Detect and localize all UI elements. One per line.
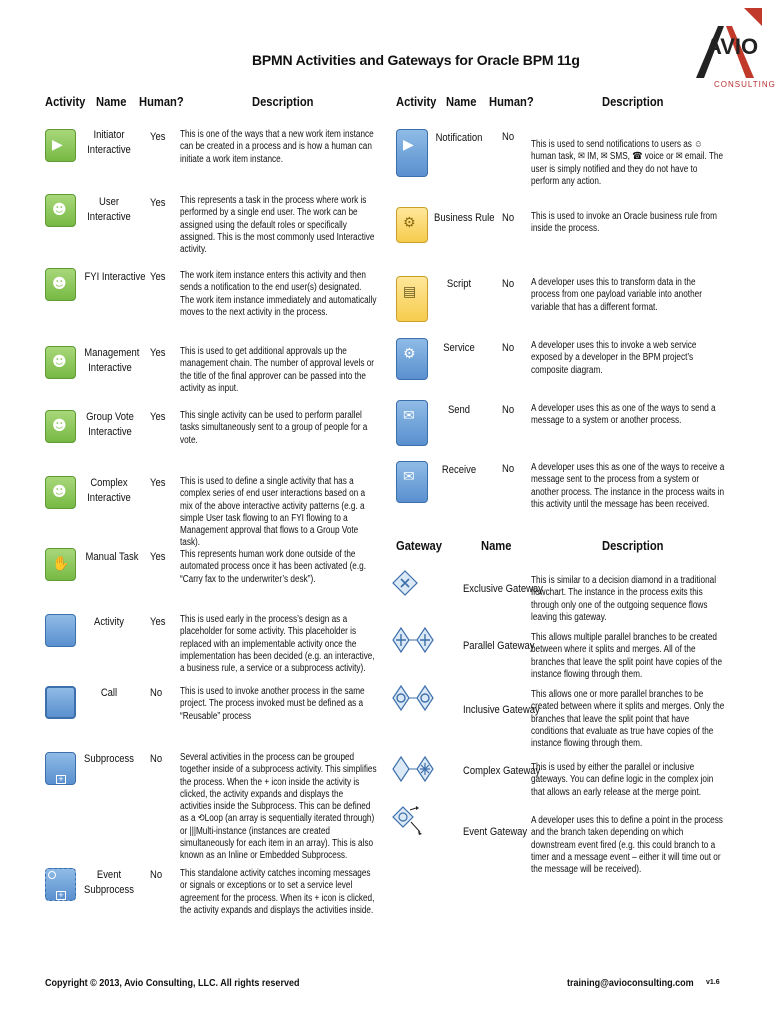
- inclusive-gateway-icon: [392, 685, 434, 711]
- gateway-description: This allows one or more parallel branches to be created between where it splits and merges. Only the branches that leave the split point that have conditions that evaluate as true have copies of the instance flowing through them.: [531, 689, 725, 750]
- activity-description: This is used early in the process’s design as a placeholder for some activity. This placeholder is replaced with an implementable activity once the implementation has been decided (e.g. an interactive, a business rule, a service or a subprocess activity).: [180, 614, 375, 675]
- gateway-name: Complex Gateway: [463, 765, 541, 777]
- gateway-description: A developer uses this to define a point in the process and the branch taken depending on which downstream event fired (e.g. this could branch to a timer and a message event – either it will time out or the message will be received).: [531, 815, 723, 876]
- copyright-text: Copyright © 2013, Avio Consulting, LLC. All rights reserved: [45, 977, 300, 989]
- activity-human: Yes: [150, 616, 166, 628]
- right-header-activity: Activity: [396, 94, 437, 109]
- activity-name: Group Vote Interactive: [86, 411, 134, 438]
- version-label: v1.6: [706, 979, 720, 986]
- activity-human: No: [150, 869, 163, 881]
- right-header-human: Human?: [489, 94, 534, 109]
- activity-icon: [45, 614, 76, 647]
- parallel-gateway-icon: [392, 627, 434, 653]
- activity-human: Yes: [150, 131, 166, 143]
- activity-name: Send: [447, 404, 471, 416]
- activity-human: Yes: [150, 551, 166, 563]
- activity-name: User Interactive: [87, 196, 131, 223]
- activity-name: Management Interactive: [84, 347, 140, 374]
- activity-human: Yes: [150, 271, 166, 283]
- activity-human: No: [150, 687, 163, 699]
- initiator-icon: ▶: [45, 129, 76, 162]
- gateway-header-gateway: Gateway: [396, 538, 442, 553]
- call-icon: [45, 686, 76, 719]
- gateway-description: This is similar to a decision diamond in a traditional flowchart. The instance in the process exits this through only one of the outgoing sequence flows leaving this gateway.: [531, 575, 717, 623]
- activity-name: Call: [100, 687, 118, 699]
- receive-icon: ✉: [396, 461, 428, 503]
- service-icon: ⚙: [396, 338, 428, 380]
- notification-icon: ▶: [396, 129, 428, 177]
- activity-description: This standalone activity catches incoming messages or signals or exceptions or to set a service level agreement for the process. When its + icon is clicked, the activity expands and displays the activities inside.: [180, 868, 375, 916]
- activity-description: This represents human work done outside of the automated process once it has been activated (e.g. “Carry fax to the underwriter’s desk”).: [180, 549, 366, 585]
- left-header-human: Human?: [139, 94, 184, 109]
- activity-human: No: [502, 131, 515, 143]
- gateway-name: Parallel Gateway: [463, 640, 535, 652]
- activity-description: A developer uses this to invoke a web service exposed by a developer in the BPM project’s composite diagram.: [531, 340, 697, 376]
- exclusive-gateway-icon: [392, 570, 418, 596]
- manual-task-icon: ✋: [45, 548, 76, 581]
- gateway-header-name: Name: [481, 538, 512, 553]
- event-gateway-icon: [392, 806, 426, 840]
- activity-description: This represents a task in the process where work is performed by a single end user. The work can be assigned using the default roles or specifically assigned. This is the most commonly used Interactive activity.: [180, 195, 375, 256]
- gateway-description: This is used by either the parallel or inclusive gateways. You can define logic in the complex join that allows an early release at the merge point.: [531, 762, 714, 798]
- management-icon: ☻: [45, 346, 76, 379]
- activity-name: Service: [443, 342, 475, 354]
- activity-name: Notification: [435, 132, 483, 144]
- activity-description: Several activities in the process can be grouped together inside of a subprocess activity. This simplifies the process. When the + icon inside the activity is clicked, the activity expands and displays the activities inside the Subprocess. This can be defined as a ⟲Loop (an array is sequentially iterated through) or |||Multi-instance (instances are created simultaneously for each item in an array). This is also known as an Inline or Embedded Subprocess.: [180, 752, 377, 862]
- subprocess-icon: [45, 752, 76, 785]
- activity-name: Subprocess: [84, 753, 135, 765]
- group-vote-icon: ☻: [45, 410, 76, 443]
- activity-human: No: [150, 753, 163, 765]
- activity-description: This is used to send notifications to users as ☺ human task, ✉ IM, ✉ SMS, ☎ voice or ✉ email. The user is simply notified and they do not have to perform any action.: [531, 139, 724, 187]
- business-rule-icon: ⚙: [396, 207, 428, 243]
- plus-icon: +: [56, 775, 66, 784]
- complex-icon: ☻: [45, 476, 76, 509]
- gateway-name: Exclusive Gateway: [463, 583, 543, 595]
- user-icon: ☻: [45, 194, 76, 227]
- script-icon: ▤: [396, 276, 428, 322]
- fyi-icon: ☻: [45, 268, 76, 301]
- complex-gateway-icon: [392, 756, 434, 782]
- activity-name: Activity: [94, 616, 124, 628]
- activity-name: Initiator Interactive: [87, 129, 131, 156]
- activity-name: Manual Task: [85, 551, 139, 563]
- activity-description: This is used to define a single activity that has a complex series of end user interactions based on a mix of the above interactive activity patterns (e.g. a simple User task flowing to an FYI flowing to a Management approval that flows to a Group Vote task).: [180, 476, 366, 549]
- activity-description: This single activity can be used to perform parallel tasks simultaneously sent to a group of people for a vote.: [180, 410, 368, 446]
- activity-description: This is used to invoke another process in the same project. The process invoked must be defined as a “Reusable” process: [180, 686, 365, 722]
- contact-email[interactable]: training@avioconsulting.com: [567, 977, 694, 989]
- left-header-description: Description: [252, 94, 314, 109]
- left-header-activity: Activity: [45, 94, 86, 109]
- activity-human: No: [502, 278, 515, 290]
- activity-name: Business Rule: [434, 212, 495, 224]
- gateway-name: Event Gateway: [463, 826, 528, 838]
- right-header-name: Name: [446, 94, 477, 109]
- activity-name: Receive: [441, 464, 477, 476]
- activity-human: No: [502, 404, 515, 416]
- gateway-header-description: Description: [602, 538, 664, 553]
- activity-human: Yes: [150, 197, 166, 209]
- logo-subtitle: CONSULTING: [714, 80, 776, 89]
- right-header-description: Description: [602, 94, 664, 109]
- send-icon: ✉: [396, 400, 428, 446]
- activity-name: FYI Interactive: [84, 271, 146, 283]
- activity-name: Script: [446, 278, 472, 290]
- activity-human: No: [502, 342, 515, 354]
- activity-description: This is used to get additional approvals up the management chain. The number of approval levels or the title of the final approver can be passed into the activity as input.: [180, 346, 375, 394]
- activity-human: Yes: [150, 347, 166, 359]
- activity-description: The work item instance enters this activity and then sends a notification to the end user(s) designated. The work item instance immediately and automatically moves to the next activity in the process.: [180, 270, 377, 318]
- plus-icon: +: [56, 891, 66, 900]
- page-title: BPMN Activities and Gateways for Oracle BPM 11g: [252, 52, 580, 68]
- activity-description: This is used to invoke an Oracle business rule from inside the process.: [531, 211, 717, 235]
- activity-description: This is one of the ways that a new work item instance can be created in a process and is how a human can initiate a work item instance.: [180, 129, 374, 165]
- activity-description: A developer uses this as one of the ways to receive a message sent to the process from a system or another process. The instance in the process waits in this activity until the message has been received.: [531, 462, 725, 510]
- gateway-description: This allows multiple parallel branches to be created between where it splits and merges. All of the branches that leave the split point have copies of the instance flowing through them.: [531, 632, 723, 680]
- activity-name: Event Subprocess: [84, 869, 135, 896]
- gateway-name: Inclusive Gateway: [463, 704, 540, 716]
- logo-text: AVIO: [706, 34, 759, 59]
- activity-description: A developer uses this to transform data in the process from one payload variable into another variable that has a different format.: [531, 277, 702, 313]
- activity-human: Yes: [150, 411, 166, 423]
- activity-description: A developer uses this as one of the ways to send a message to a system or another process.: [531, 403, 716, 427]
- left-header-name: Name: [96, 94, 127, 109]
- activity-human: No: [502, 212, 515, 224]
- activity-human: Yes: [150, 477, 166, 489]
- activity-name: Complex Interactive: [87, 477, 131, 504]
- event-circle-icon: [48, 871, 56, 879]
- event-subprocess-icon: [45, 868, 76, 901]
- activity-human: No: [502, 463, 515, 475]
